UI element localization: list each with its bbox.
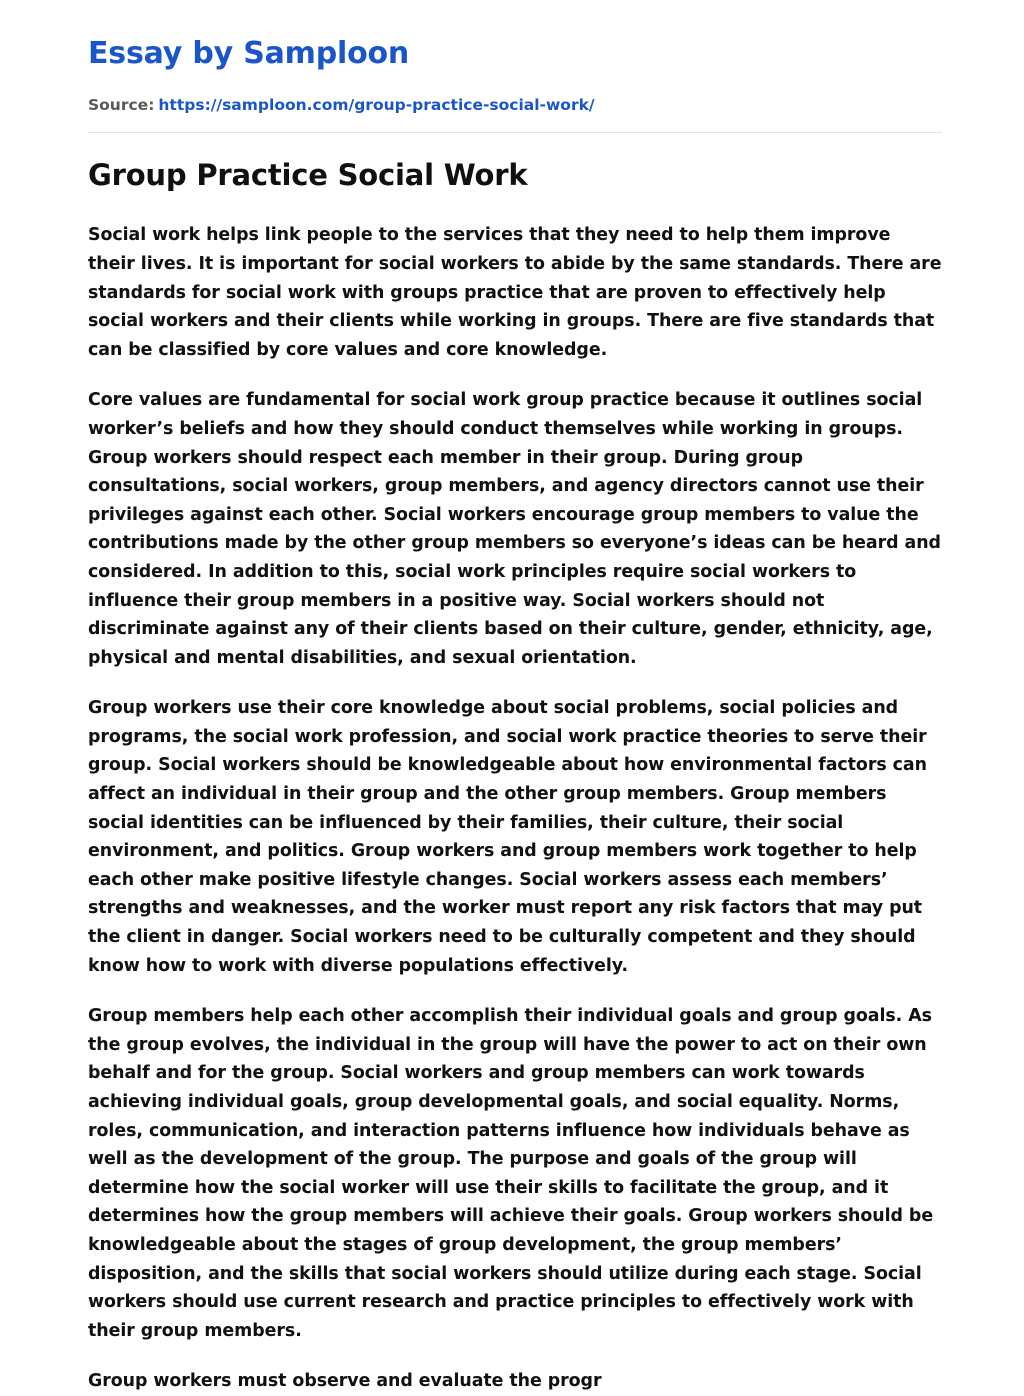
header-divider xyxy=(88,132,942,133)
site-brand-title: Essay by Samploon xyxy=(88,36,410,71)
paragraph-4: Group members help each other accomplish their individual goals and group goals. As the group evolves, the individual in the group will have the power to act on their own behalf and for the group. Social workers and group members can work towards achieving individual goals, group developmental goals, and social equality. Norms, roles, communication, and interaction patterns influence how individuals behave as well as the development of the group. The purpose and goals of the group will determine how the social worker will use their skills to facilitate the group, and it determines how the group members will achieve their goals. Group workers should be knowledgeable about the stages of group development, the group members’ disposition, and the skills that social workers should utilize during each stage. Social workers should use current research and practice principles to effectively work with their group members. xyxy=(88,1006,934,1341)
article-container xyxy=(0,157,1024,1396)
page-masthead xyxy=(0,0,1024,115)
source-line xyxy=(88,95,942,115)
source-url-link[interactable]: https://samploon.com/group-practice-social-work/ xyxy=(158,96,595,114)
source-label: Source: xyxy=(88,96,155,114)
paragraph-3: Group workers use their core knowledge about social problems, social policies and programs, the social work profession, and social work practice theories to serve their group. Social workers should be knowledgeable about how environmental factors can affect an individual in their group and the other group members. Group members social identities can be influenced by their families, their culture, their social environment, and politics. Group workers and group members work together to help each other make positive lifestyle changes. Social workers assess each members’ strengths and weaknesses, and the worker must report any risk factors that may put the client in danger. Social workers need to be culturally competent and they should know how to work with diverse populations effectively. xyxy=(88,698,927,976)
paragraph-2: Core values are fundamental for social work group practice because it outlines social worker’s beliefs and how they should conduct themselves while working in groups. Group workers should respect each member in their group. During group consultations, social workers, group members, and agency directors cannot use their privileges against each other. Social workers encourage group members to value the contributions made by the other group members so everyone’s ideas can be heard and considered. In addition to this, social work principles require social workers to influence their group members in a positive way. Social workers should not discriminate against any of their clients based on their culture, gender, ethnicity, age, physical and mental disabilities, and sexual orientation. xyxy=(88,390,941,668)
article-body xyxy=(88,221,942,1396)
page-title: Group Practice Social Work xyxy=(88,158,528,193)
paragraph-5-truncated: Group workers must observe and evaluate the progr xyxy=(88,1371,602,1392)
paragraph-1: Social work helps link people to the services that they need to help them improve their lives. It is important for social workers to abide by the same standards. There are standards for social work with groups practice that are proven to effectively help social workers and their clients while working in groups. There are five standards that can be classified by core values and core knowledge. xyxy=(88,225,942,360)
